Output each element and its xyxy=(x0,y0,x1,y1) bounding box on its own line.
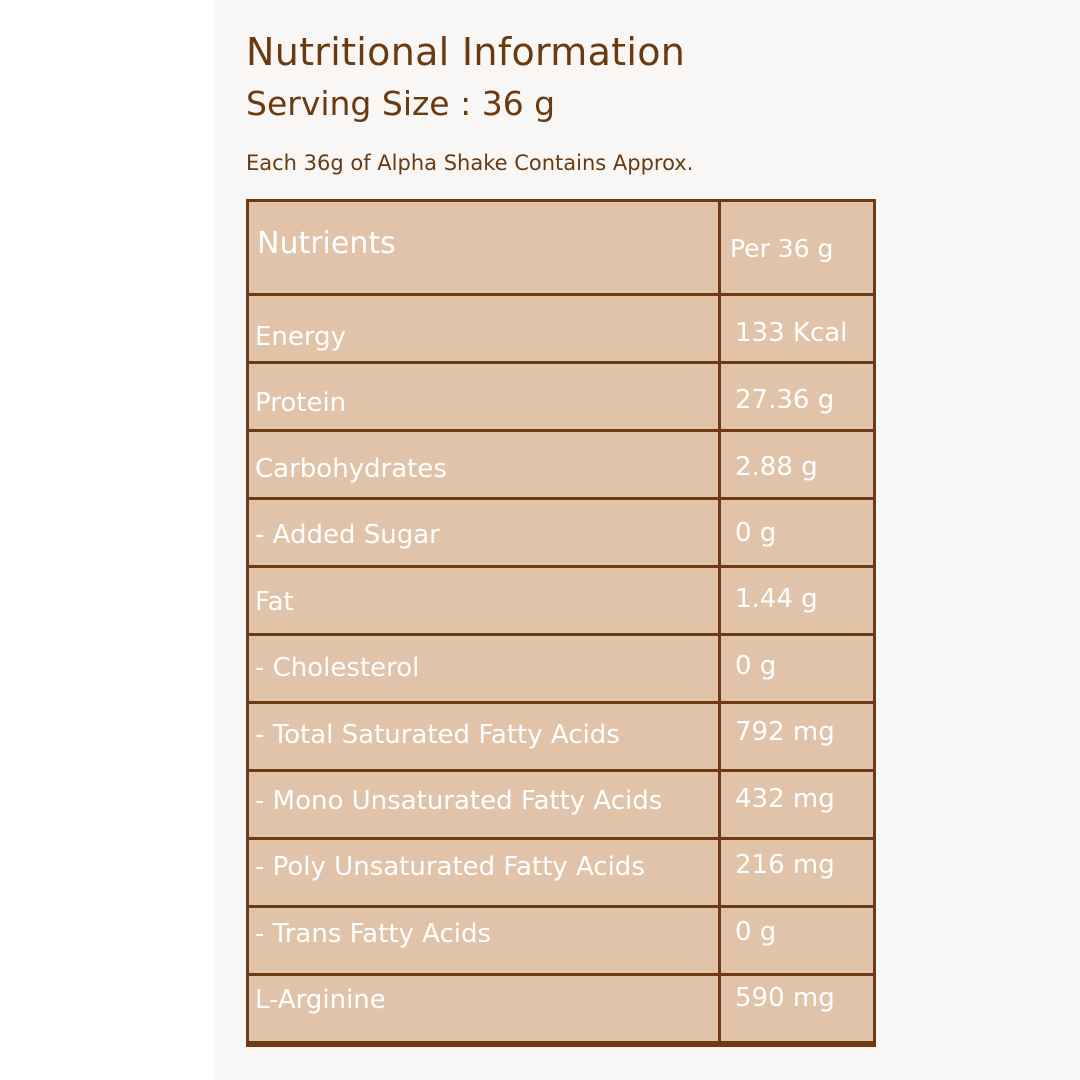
nutrient-name: - Added Sugar xyxy=(255,520,440,550)
nutrient-value: 792 mg xyxy=(735,717,835,747)
serving-size: Serving Size : 36 g xyxy=(246,84,556,123)
table-row xyxy=(249,636,873,704)
nutrition-table xyxy=(246,199,876,1047)
nutrient-name: - Trans Fatty Acids xyxy=(255,919,492,949)
nutrient-name: Fat xyxy=(255,587,294,617)
table-row xyxy=(249,296,873,364)
nutrient-value: 1.44 g xyxy=(735,584,818,614)
nutrient-value: 133 Kcal xyxy=(735,318,848,348)
table-row xyxy=(249,704,873,772)
nutrient-value: 27.36 g xyxy=(735,385,835,415)
nutrient-value: 0 g xyxy=(735,917,777,947)
table-row xyxy=(249,500,873,568)
table-row xyxy=(249,908,873,976)
nutrient-name: - Mono Unsaturated Fatty Acids xyxy=(255,786,663,816)
table-row xyxy=(249,432,873,500)
table-row xyxy=(249,976,873,1044)
table-row xyxy=(249,364,873,432)
table-row xyxy=(249,772,873,840)
header-per-serving: Per 36 g xyxy=(730,234,834,263)
table-row xyxy=(249,840,873,908)
nutrient-value: 0 g xyxy=(735,518,777,548)
nutrient-name: - Total Saturated Fatty Acids xyxy=(255,720,620,750)
nutrient-value: 590 mg xyxy=(735,983,835,1013)
column-divider xyxy=(718,202,721,1044)
nutrient-value: 432 mg xyxy=(735,784,835,814)
nutrient-name: L-Arginine xyxy=(255,985,386,1015)
nutrient-name: Energy xyxy=(255,322,347,352)
nutrient-name: Carbohydrates xyxy=(255,454,447,484)
nutrient-name: Protein xyxy=(255,388,347,418)
nutrient-value: 216 mg xyxy=(735,850,835,880)
table-header-row xyxy=(249,202,873,296)
nutrient-name: - Cholesterol xyxy=(255,653,420,683)
nutrient-value: 2.88 g xyxy=(735,452,818,482)
serving-note: Each 36g of Alpha Shake Contains Approx. xyxy=(246,151,694,175)
nutrient-name: - Poly Unsaturated Fatty Acids xyxy=(255,852,645,882)
header-nutrients: Nutrients xyxy=(257,226,396,261)
table-row xyxy=(249,568,873,636)
page-title: Nutritional Information xyxy=(246,30,686,74)
nutrient-value: 0 g xyxy=(735,651,777,681)
